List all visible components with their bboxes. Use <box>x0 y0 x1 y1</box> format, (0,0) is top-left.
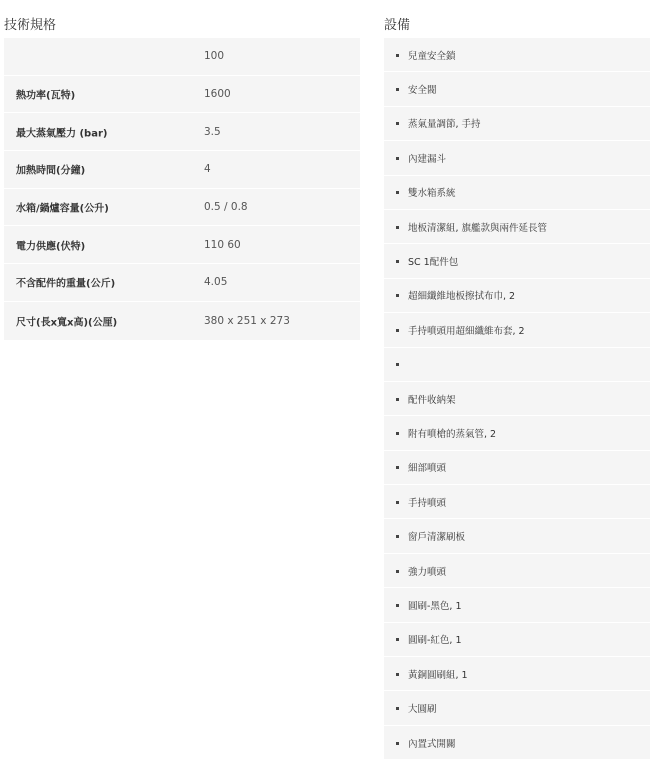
bullet-icon <box>396 398 399 401</box>
equipment-list <box>384 38 650 760</box>
list-item <box>384 485 650 519</box>
spec-value: 1600 <box>204 88 231 101</box>
list-item <box>384 657 650 691</box>
specs-table <box>4 38 360 340</box>
list-item-label: 內置式開關 <box>408 738 456 750</box>
spec-value: 0.5 / 0.8 <box>204 201 248 214</box>
list-item-label: 兒童安全鎖 <box>408 50 456 62</box>
bullet-icon <box>396 604 399 607</box>
spec-row <box>4 38 360 76</box>
list-item-label: 圓刷-黑色, 1 <box>408 600 462 612</box>
spec-value: 380 x 251 x 273 <box>204 314 290 327</box>
spec-row <box>4 302 360 340</box>
spec-row <box>4 264 360 302</box>
list-item-label: 強力噴頭 <box>408 566 447 578</box>
spec-row <box>4 226 360 264</box>
spec-value: 4 <box>204 163 211 176</box>
spec-row <box>4 76 360 114</box>
list-item-label: 黃銅圓刷組, 1 <box>408 669 468 681</box>
list-item <box>384 554 650 588</box>
bullet-icon <box>396 570 399 573</box>
list-item <box>384 451 650 485</box>
bullet-icon <box>396 54 399 57</box>
bullet-icon <box>396 88 399 91</box>
list-item <box>384 176 650 210</box>
list-item-label: 附有噴槍的蒸氣管, 2 <box>408 428 497 440</box>
list-item-label: 地板清潔組, 旗艦款與兩件延長管 <box>408 222 548 234</box>
list-item-label: 窗戶清潔刷板 <box>408 532 466 544</box>
list-item-label: 手持噴頭 <box>408 497 447 509</box>
equipment-title: 設備 <box>384 18 411 33</box>
bullet-icon <box>396 501 399 504</box>
list-item-label: 雙水箱系統 <box>408 188 456 200</box>
list-item <box>384 210 650 244</box>
spec-value: 3.5 <box>204 125 221 138</box>
list-item-label: 超細纖維地板擦拭布巾, 2 <box>408 291 516 303</box>
bullet-icon <box>396 432 399 435</box>
list-item-label: 蒸氣量調節, 手持 <box>408 119 481 131</box>
list-item <box>384 348 650 382</box>
spec-value: 4.05 <box>204 276 228 289</box>
spec-value: 110 60 <box>204 238 241 251</box>
list-item <box>384 279 650 313</box>
list-item-label: 圓刷-紅色, 1 <box>408 635 462 647</box>
list-item <box>384 107 650 141</box>
list-item <box>384 588 650 622</box>
spec-row <box>4 113 360 151</box>
list-item <box>384 38 650 72</box>
list-item <box>384 519 650 553</box>
bullet-icon <box>396 742 399 745</box>
bullet-icon <box>396 329 399 332</box>
bullet-icon <box>396 260 399 263</box>
spec-row <box>4 151 360 189</box>
list-item <box>384 623 650 657</box>
bullet-icon <box>396 535 399 538</box>
spec-label: 不含配件的重量(公斤) <box>16 278 116 290</box>
bullet-icon <box>396 466 399 469</box>
list-item-label: 手持噴頭用超細纖維布套, 2 <box>408 325 525 337</box>
list-item <box>384 244 650 278</box>
list-item-label: 大圓刷 <box>408 704 437 716</box>
list-item-label: SC 1配件包 <box>408 257 459 269</box>
spec-label: 熱功率(瓦特) <box>16 90 76 102</box>
bullet-icon <box>396 707 399 710</box>
spec-row <box>4 189 360 227</box>
list-item-label: 細部噴頭 <box>408 463 447 475</box>
list-item <box>384 691 650 725</box>
bullet-icon <box>396 226 399 229</box>
spec-label: 加熱時間(分鐘) <box>16 165 86 177</box>
list-item-label: 安全閥 <box>408 85 437 97</box>
bullet-icon <box>396 638 399 641</box>
specs-title: 技術規格 <box>4 18 57 33</box>
bullet-icon <box>396 191 399 194</box>
bullet-icon <box>396 363 399 366</box>
list-item-label: 內建漏斗 <box>408 153 447 165</box>
list-item <box>384 313 650 347</box>
list-item <box>384 141 650 175</box>
spec-value: 100 <box>204 50 225 63</box>
bullet-icon <box>396 294 399 297</box>
spec-label: 最大蒸氣壓力 (bar) <box>16 128 108 140</box>
spec-label: 水箱/鍋爐容量(公升) <box>16 203 109 215</box>
list-item-label: 配件收納架 <box>408 394 456 406</box>
list-item <box>384 382 650 416</box>
bullet-icon <box>396 673 399 676</box>
list-item <box>384 416 650 450</box>
spec-label: 尺寸(長x寬x高)(公厘) <box>16 317 118 329</box>
spec-label: 電力供應(伏特) <box>16 241 86 253</box>
bullet-icon <box>396 122 399 125</box>
list-item <box>384 72 650 106</box>
bullet-icon <box>396 157 399 160</box>
